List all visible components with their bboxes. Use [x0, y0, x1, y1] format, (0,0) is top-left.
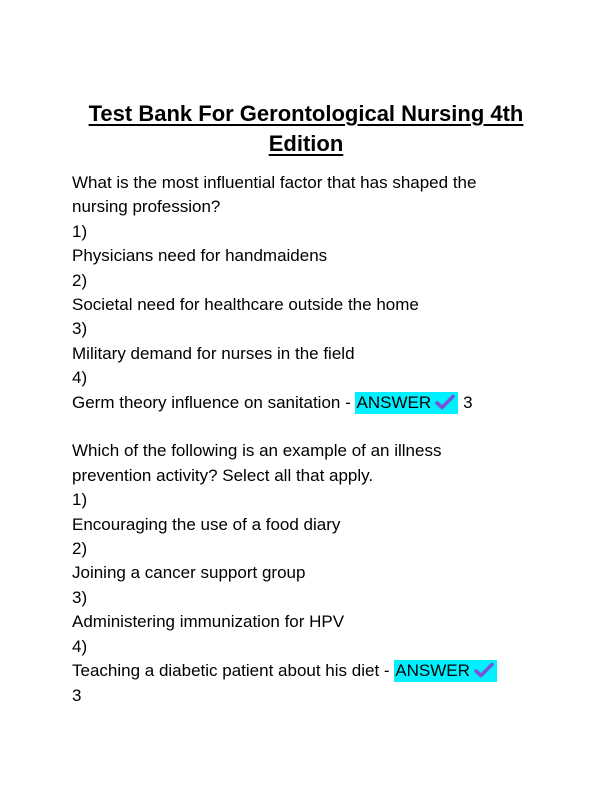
answer-label: ANSWER [395, 661, 470, 681]
question-2 [72, 439, 542, 707]
option-text: Teaching a diabetic patient about his diet - [72, 661, 395, 681]
option-text: Administering immunization for HPV [72, 612, 345, 632]
option-text: Germ theory influence on sanitation - [72, 392, 356, 412]
option-text: Physicians need for handmaidens [72, 246, 328, 266]
answer-value: 3 [463, 392, 473, 412]
option-text: Encouraging the use of a food diary [72, 514, 341, 534]
question-stem-line: nursing profession? [72, 197, 221, 217]
answer-value: 3 [72, 685, 82, 705]
question-1 [72, 171, 542, 415]
answer-highlight [355, 392, 458, 414]
option-text: Joining a cancer support group [72, 563, 306, 583]
answer-highlight [394, 660, 497, 682]
spacer [72, 415, 542, 439]
answer-line [72, 659, 542, 683]
checkmark-icon [434, 394, 456, 410]
option-number: 3) [72, 587, 88, 607]
document-title [60, 99, 552, 159]
question-stem-line: What is the most influential factor that has shaped the [72, 173, 477, 192]
option-number: 2) [72, 270, 88, 290]
option-number: 4) [72, 368, 88, 388]
question-stem-line: Which of the following is an example of an illness [72, 441, 442, 461]
option-number: 2) [72, 539, 88, 559]
title-line-1: Test Bank For Gerontological Nursing 4th [88, 101, 524, 126]
question-stem-line: prevention activity? Select all that apply. [72, 465, 374, 485]
title-line-2: Edition [268, 131, 344, 156]
option-number: 1) [72, 221, 88, 241]
answer-line [72, 391, 542, 415]
checkmark-icon [473, 662, 495, 678]
questions-content [72, 171, 542, 708]
option-number: 4) [72, 636, 88, 656]
option-number: 1) [72, 490, 88, 510]
option-number: 3) [72, 319, 88, 339]
answer-label: ANSWER [356, 392, 432, 412]
option-text: Societal need for healthcare outside the home [72, 295, 419, 315]
option-text: Military demand for nurses in the field [72, 343, 355, 363]
